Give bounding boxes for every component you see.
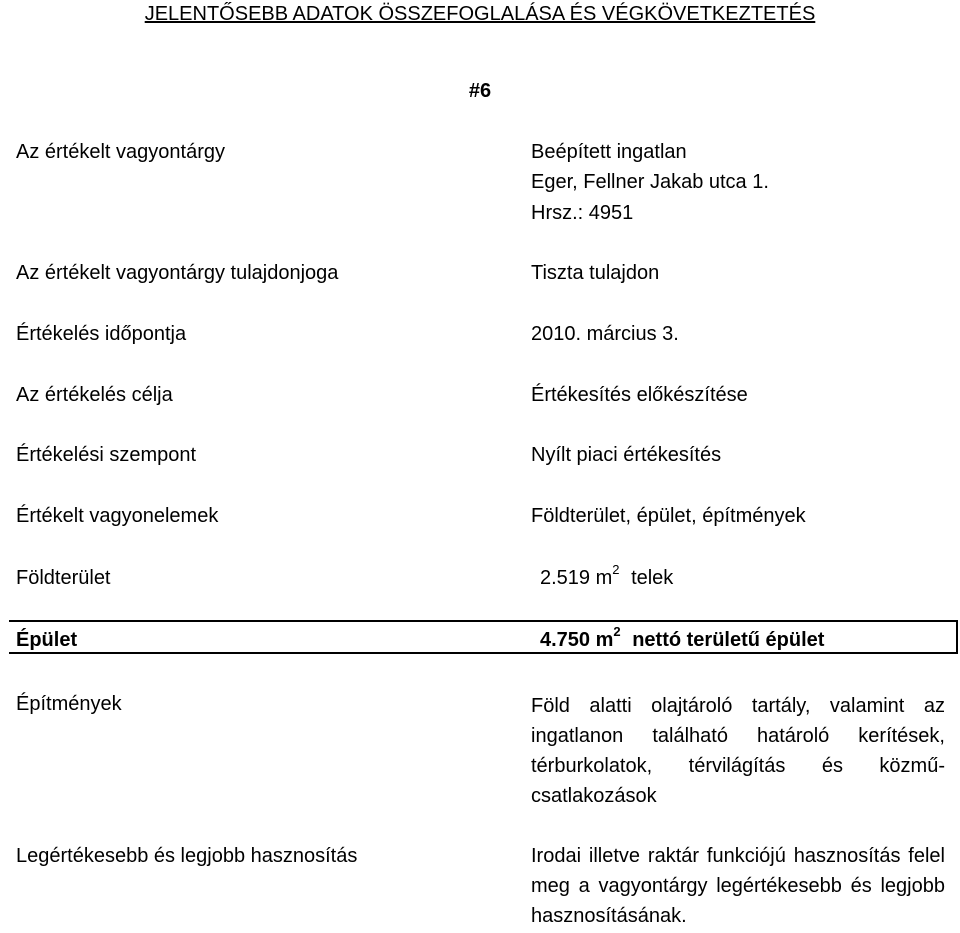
value-aspect: Nyílt piaci értékesítés (531, 444, 722, 466)
section-number: #6 (468, 80, 492, 102)
label-highest-best-use: Legértékesebb és legjobb hasznosítás (16, 845, 358, 867)
value-elements: Földterület, épület, építmények (531, 505, 806, 527)
value-ownership: Tiszta tulajdon (531, 262, 660, 284)
label-elements: Értékelt vagyonelemek (16, 505, 219, 527)
value-asset-type: Beépített ingatlan (531, 141, 687, 163)
value-highest-best-use: Irodai illetve raktár funkciójú hasznosítás felel meg a vagyontárgy legértékesebb és legjobb hasznosításának. (531, 845, 945, 927)
value-building (540, 625, 824, 655)
value-purpose: Értékesítés előkészítése (531, 384, 748, 406)
building-suffix: nettó területű épület (632, 629, 825, 651)
label-ownership: Az értékelt vagyontárgy tulajdonjoga (16, 262, 339, 284)
value-asset-parcel: Hrsz.: 4951 (531, 202, 634, 224)
label-aspect: Értékelési szempont (16, 444, 197, 466)
building-amount: 4.750 m (540, 629, 614, 651)
land-unit-exponent: 2 (612, 562, 620, 578)
document-title: JELENTŐSEBB ADATOK ÖSSZEFOGLALÁSA ÉS VÉGKÖVETKEZTETÉS (144, 3, 816, 25)
label-valuation-date: Értékelés időpontja (16, 323, 187, 345)
label-land: Földterület (16, 567, 111, 589)
value-asset-address: Eger, Fellner Jakab utca 1. (531, 171, 769, 193)
land-amount: 2.519 m (540, 567, 613, 589)
label-purpose: Az értékelés célja (16, 384, 173, 406)
label-structures: Építmények (16, 693, 122, 715)
label-asset: Az értékelt vagyontárgy (16, 141, 225, 163)
value-land (540, 563, 673, 593)
value-structures: Föld alatti olajtároló tartály, valamint az ingatlanon található határoló kerítések, térburkolatok, térvilágítás és közmű-csatlakozások (531, 695, 945, 807)
value-valuation-date: 2010. március 3. (531, 323, 679, 345)
land-suffix: telek (631, 567, 674, 589)
label-building: Épület (16, 629, 78, 651)
building-unit-exponent: 2 (613, 624, 621, 640)
